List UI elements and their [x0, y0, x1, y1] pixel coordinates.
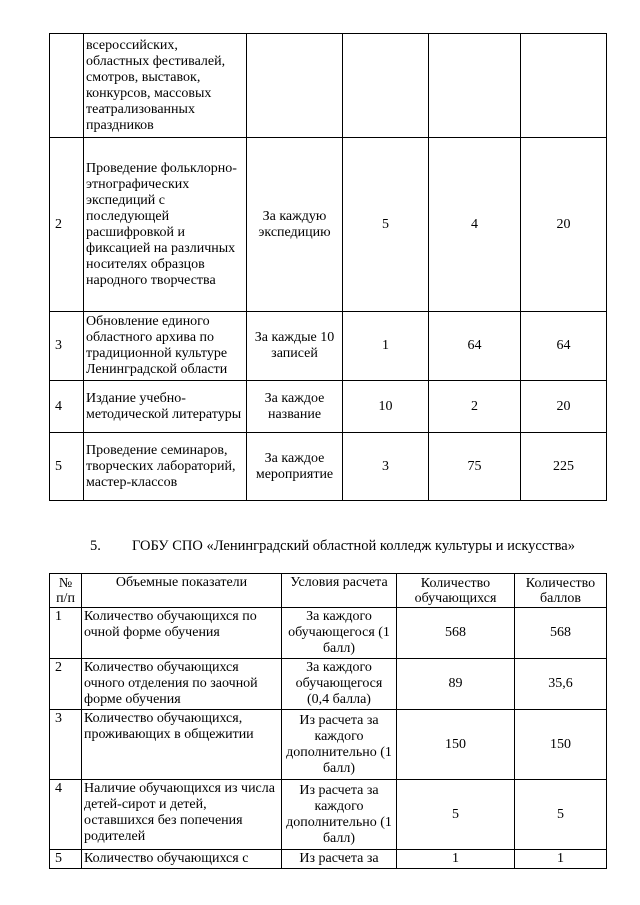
- table-row: [50, 138, 607, 312]
- row-condition: За каждого обучающегося (1 балл): [282, 608, 397, 659]
- row-description: Наличие обучающихся из числа детей-сирот и детей, оставшихся без попечения родителей: [82, 780, 282, 850]
- row-value-1: [343, 34, 429, 138]
- row-condition: Из расчета за: [282, 850, 397, 869]
- row-points: 568: [515, 608, 607, 659]
- row-number: 3: [50, 710, 82, 780]
- header-points: Количество баллов: [515, 574, 607, 608]
- row-students: 1: [397, 850, 515, 869]
- row-students: 568: [397, 608, 515, 659]
- row-points: 150: [515, 710, 607, 780]
- section-heading: [90, 538, 620, 554]
- row-number: 5: [50, 433, 84, 501]
- row-number: [50, 34, 84, 138]
- table-activities: [49, 33, 607, 501]
- row-number: 3: [50, 312, 84, 381]
- section-number: 5.: [90, 538, 101, 554]
- row-value-3: [521, 34, 607, 138]
- row-value-3: 20: [521, 138, 607, 312]
- section-title: ГОБУ СПО «Ленинградский областной колледж культуры и искусства»: [132, 538, 575, 554]
- row-number: 2: [50, 659, 82, 710]
- row-value-3: 64: [521, 312, 607, 381]
- row-value-3: 20: [521, 381, 607, 433]
- row-description: Количество обучающихся, проживающих в общежитии: [82, 710, 282, 780]
- row-number: 2: [50, 138, 84, 312]
- row-value-2: 2: [429, 381, 521, 433]
- table-row: [50, 433, 607, 501]
- header-students: Количество обучающихся: [397, 574, 515, 608]
- row-description: Количество обучающихся очного отделения по заочной форме обучения: [82, 659, 282, 710]
- row-condition: За каждую экспедицию: [247, 138, 343, 312]
- row-description: Издание учебно-методической литературы: [84, 381, 247, 433]
- row-description: Количество обучающихся по очной форме обучения: [82, 608, 282, 659]
- row-value-2: 75: [429, 433, 521, 501]
- row-number: 5: [50, 850, 82, 869]
- row-students: 89: [397, 659, 515, 710]
- table-row: [50, 312, 607, 381]
- table-row: [50, 34, 607, 138]
- row-value-1: 1: [343, 312, 429, 381]
- row-value-1: 3: [343, 433, 429, 501]
- table-row: [50, 659, 607, 710]
- header-conditions: Условия расчета: [282, 574, 397, 608]
- row-condition: За каждое мероприятие: [247, 433, 343, 501]
- row-description: Проведение семинаров, творческих лабораторий, мастер-классов: [84, 433, 247, 501]
- row-value-2: 64: [429, 312, 521, 381]
- header-num: № п/п: [50, 574, 82, 608]
- row-students: 150: [397, 710, 515, 780]
- row-condition: Из расчета за каждого дополнительно (1 балл): [282, 710, 397, 780]
- row-number: 4: [50, 381, 84, 433]
- table-row: [50, 608, 607, 659]
- table-row: [50, 710, 607, 780]
- row-condition: За каждые 10 записей: [247, 312, 343, 381]
- row-points: 1: [515, 850, 607, 869]
- row-description: всероссийских, областных фестивалей, смотров, выставок, конкурсов, массовых театрализованных праздников: [84, 34, 247, 138]
- row-value-1: 5: [343, 138, 429, 312]
- table-header-row: [50, 574, 607, 608]
- table-row: [50, 850, 607, 869]
- row-condition: [247, 34, 343, 138]
- row-value-2: 4: [429, 138, 521, 312]
- row-value-1: 10: [343, 381, 429, 433]
- row-condition: Из расчета за каждого дополнительно (1 балл): [282, 780, 397, 850]
- row-number: 1: [50, 608, 82, 659]
- row-value-2: [429, 34, 521, 138]
- row-value-3: 225: [521, 433, 607, 501]
- row-number: 4: [50, 780, 82, 850]
- table-row: [50, 780, 607, 850]
- row-description: Количество обучающихся с: [82, 850, 282, 869]
- row-points: 5: [515, 780, 607, 850]
- table-row: [50, 381, 607, 433]
- row-description: Обновление единого областного архива по традиционной культуре Ленинградской области: [84, 312, 247, 381]
- row-points: 35,6: [515, 659, 607, 710]
- row-students: 5: [397, 780, 515, 850]
- row-description: Проведение фольклорно-этнографических экспедиций с последующей расшифровкой и фиксацией на различных носителях образцов народного творчества: [84, 138, 247, 312]
- row-condition: За каждое название: [247, 381, 343, 433]
- row-condition: За каждого обучающегося (0,4 балла): [282, 659, 397, 710]
- table-volume-indicators: [49, 573, 607, 869]
- header-indicators: Объемные показатели: [82, 574, 282, 608]
